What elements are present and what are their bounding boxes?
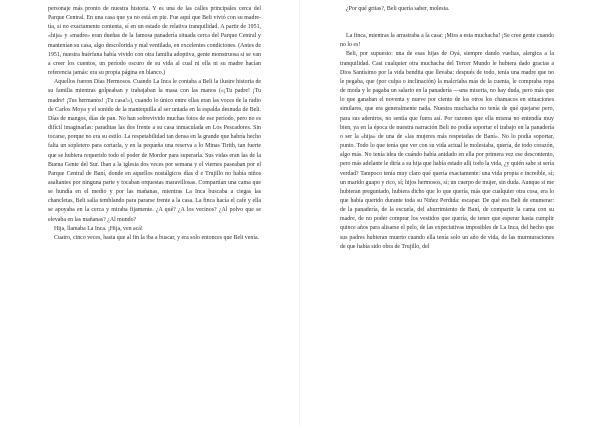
right-page — [300, 0, 600, 425]
paragraph: Cuatro, cinco veces, hasta que al fin la iba a buscar, y era solo entonces que Beli venía. — [54, 234, 260, 241]
paragraph: Aquellos fueron Días Hermosos. Cuando La Inca le contaba a Beli la ilustre historia de su familia mientras golpeaban y trabajaban la masa con las manos («¡Tu padre! ¡Tu madre! ¡Tus hermanos! ¡Tu casa!»), cuando lo único entre ellas eran las voces de la radio de Carlos Moya y el sonido de la mantequilla al ser untada en la espalda desnuda de Beli. Días de mangos, días de pan. No han sobrevivido muchas fotos de ese período, pero no es difícil imaginarlas: paraditas las dos frente a su casa inmaculada en Los Pescadores. Sin tocarse, porque no era su estilo. La respetabilidad tan densa en la grande que habría hecho falta un sopletero para cortarla, y en la pequeña una reserva a lo Minas Tirith, tan fuerte que se hubiera requerido todo el poder de Mordor para superarla. Sus vidas eran las de la Buena Gente del Sur. Iban a la iglesia dos veces por semana y el viernes paseaban por el Parque Central de Baní, donde en aquellos nostálgicos días d e Trujillo no había niños asaltantes por ninguna parte y tocaban orquestas maravillosas. Compartían una cama que se hundía en el medio y por las mañanas, mientras La Inca buscaba a ciegas las chancletas, Beli salía temblando para pararse frente a la casa. La finca hacía el cafè y ella se apoyaba en la cerca y miraba fijamente. ¿A qué? ¿A los vecinos? ¿Al polvo que se elevaba en las mañanas? ¿Al mundo? — [48, 79, 261, 223]
paragraph: personaje más pronto de nuestra historia. Y es una de las calles principales cerca del Parque Central. En una casa que ya no está en pie. Fue aquí que Beli vivió con su madre-tía, si no exactamente contenta, sí en un estado de relativa tranquilidad. A partir de 1951, «hija» y «madre» eran dueñas de la famosa panadería situada cerca del Parque Central y mantenían su casa, algo descolorida y mal ventilada, en excelentes condiciones. (Antes de 1951, nuestra huérfana había vivido con otra familia adoptiva, gente monstruosa si se van a creer los cuentos, un período oscuro de su vida al cual ni ella ni su madre hacían referencia jamás: era su propia página en blanco.) — [48, 6, 261, 77]
paragraph: Hija, llamaba La Inca. ¡Hija, ven acá! — [54, 225, 143, 232]
paragraph: La finca, mientras la arrastraba a la casa: ¡Mira a esta muchacha! ¡Se cree gente cuando no lo es! — [340, 33, 554, 49]
paragraph: ¿Por qué gritas?, Beli quería saber, molesta. — [346, 6, 450, 12]
left-page-text — [48, 5, 261, 243]
right-page-text — [340, 5, 554, 252]
paragraph: Beli, por supuesto: una de esas hijas de Oyá, siempre dando vueltas, alergica a la tranquilidad. Casi cualquier otra muchacha del Tercer Mundo le hubiera dado gracias a Dios Santísimo por la vida bendita que llevaba: después de todo, tenía una madre que no le pegaba, que (por culpa o inclinación) la malcriaba más de la cuenta, le compraba ropa de moda y le pagaba un salario en la panadería —una miseria, no hay duda, pero más que lo que ganaban el noventa y nueve por ciento de los otros los chamacos en situaciones similares, que era generalmente nada. Nuestra muchacha no tenía de qué quejarse pero, para sus adentros, no sentía que fuera así. Por razones que ella misma no entendía muy bien, ya en la época de nuestra narración Beli no podía soportar el trabajo en la panadería o ser la «hija» de una de «las mujeres más respetadas de Baní». No lo podía soportar, punto. Todo lo que tenía que ver con su vida actual le molestaba, quería, de todo corazón, algo más. No tenía idea de cuándo había anidado en ella por primera vez ese descontento, pero más adelante le diría a su hija que había estado all( todo la vida, ¿y quién sabe si sería verdad? Tampoco tenía muy claro qué quería exactamente: una vida propia e increíble, sí; un marido guapo y rico, sí; hijos hermosos, sí; un cuerpo de mujer, sin duda. Aunque si me hubieran preguntado, hubiera dicho que lo que quería, más que cualquier otra cosa, era lo que había querido durante toda su Niñez Perdida: escapar. De qué era Beli de enumerar: de la panadería, de la escuela, del aburrimiento de Baní, de compartir la cama con su madre, de no poder comprar los vestidos que quería, de tener que esperar hasta cumplir quince años para alisarse el pelo, de las expectativas imposibles de La Inca, del hecho que sus padres hubieran muerto cuando ella tenía solo un año de vida, de las murmuraciones de que había sido obra de Trujillo, del — [340, 51, 554, 250]
